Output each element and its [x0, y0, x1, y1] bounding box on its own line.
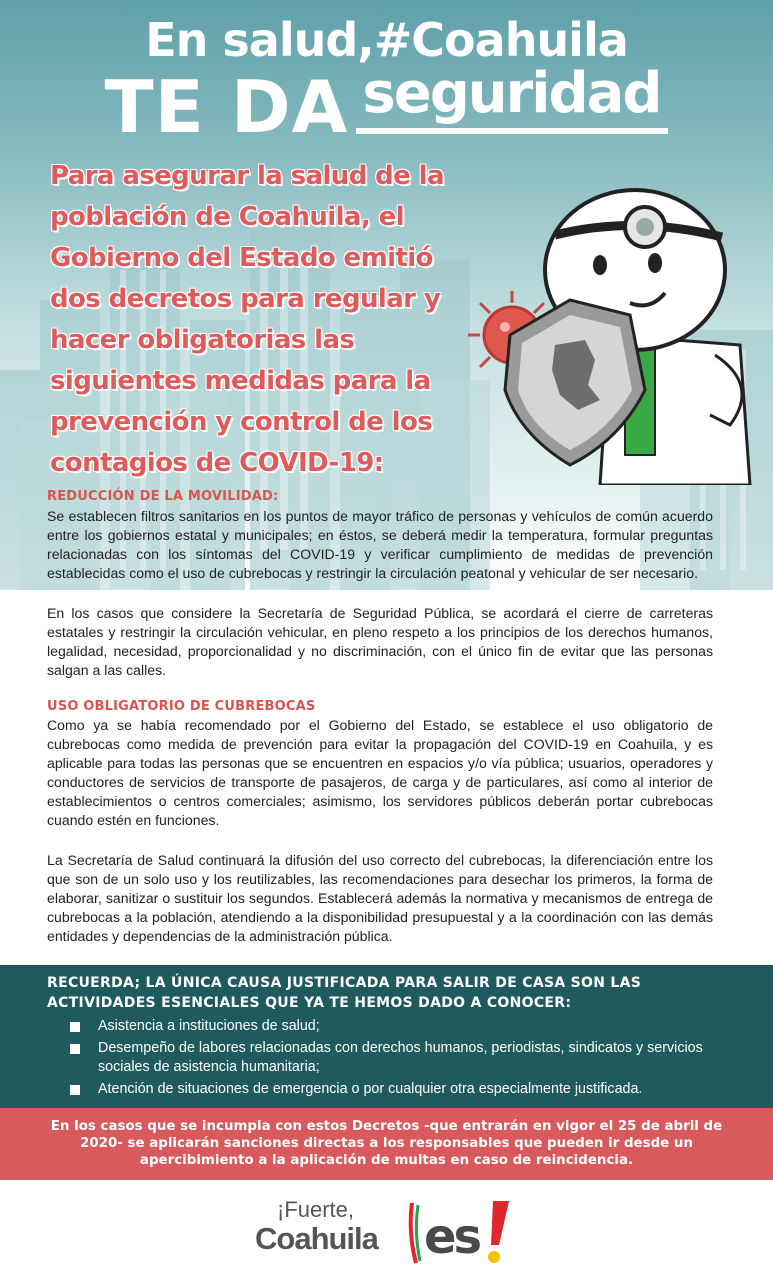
list-item-text: Asistencia a instituciones de salud;	[98, 1018, 320, 1034]
coahuila-logo	[255, 1195, 520, 1270]
headline	[0, 13, 773, 149]
intro-statement: Para asegurar la salud de la población de Coahuila, el Gobierno del Estado emitió dos decretos para regular y hacer obligatorias las siguientes medidas para la prevención y control de los contagios de COVID-19:	[50, 161, 444, 478]
headline-te-da: TE DA	[104, 65, 349, 149]
warning-text: En los casos que se incumpla con estos Decretos -que entrarán en vigor el 25 de abril de 2020- se aplicarán sanciones directas a los responsables que pueden ir desde un apercibimiento a la aplicación de multas en caso de reincidencia.	[50, 1119, 723, 1168]
logo-line-2: Coahuila	[255, 1221, 378, 1256]
svg-text:es: es	[424, 1209, 480, 1265]
square-bullet-icon	[70, 1022, 80, 1032]
warning-band	[0, 1108, 773, 1180]
reminder-title: RECUERDA; LA ÚNICA CAUSA JUSTIFICADA PARA SALIR DE CASA SON LAS ACTIVIDADES ESENCIALES QUE YA TE HEMOS DADO A CONOCER:	[47, 975, 642, 1011]
logo-es-mark	[408, 1195, 518, 1270]
doctor-shield-illustration	[460, 185, 760, 485]
headline-line-1: En salud,#Coahuila	[145, 13, 628, 67]
headline-seguridad: seguridad	[356, 64, 668, 134]
reminder-band	[0, 965, 773, 1108]
paragraph-movilidad-2: En los casos que considere la Secretaría de Seguridad Pública, se acordará el cierre de carreteras estatales y restringir la circulación vehicular, en pleno respeto a los principios de los derechos humanos, legalidad, necesidad, proporcionalidad y no discriminación, con el único fin de evitar que las personas salgan a las calles.	[47, 605, 713, 678]
logo-line-1: ¡Fuerte,	[277, 1197, 355, 1222]
section-title-movilidad: REDUCCIÓN DE LA MOVILIDAD:	[47, 489, 279, 504]
section-title-cubrebocas: USO OBLIGATORIO DE CUBREBOCAS	[47, 699, 316, 714]
list-item	[70, 1039, 710, 1077]
list-item-text: Desempeño de labores relacionadas con derechos humanos, periodistas, sindicatos y servicios sociales de asistencia humanitaria;	[98, 1040, 703, 1075]
paragraph-cubrebocas-2: La Secretaría de Salud continuará la difusión del uso correcto del cubrebocas, la diferenciación entre los que son de un solo uso y los reutilizables, las recomendaciones para desechar los primeros, la forma de elaborar, sanitizar o sustituir los segundos. Establecerá además la normativa y mecanismos de entrega de cubrebocas a la población, atendiendo a la disponibilidad presupuestal y a la coordinación con las demás entidades y dependencias de la administración pública.	[47, 852, 713, 944]
square-bullet-icon	[70, 1044, 80, 1054]
headline-line-2	[0, 61, 773, 149]
list-item	[70, 1080, 710, 1099]
square-bullet-icon	[70, 1085, 80, 1095]
essential-activities-list	[70, 1017, 710, 1102]
list-item	[70, 1017, 710, 1036]
paragraph-cubrebocas-1: Como ya se había recomendado por el Gobierno del Estado, se establece el uso obligatorio de cubrebocas como medida de prevención para evitar la propagación del COVID-19 en Coahuila, y es aplicable para todas las personas que se encuentren en espacios y/o vía pública; usuarios, operadores y conductores de servicios de transporte de pasajeros, de carga y de particulares, así como al interior de establecimientos o centros comerciales; asimismo, los servidores públicos deberán portar cubrebocas cuando estén en funciones.	[47, 717, 713, 828]
paragraph-movilidad-1: Se establecen filtros sanitarios en los puntos de mayor tráfico de personas y vehículos de común acuerdo entre los gobiernos estatal y municipales; en éstos, se deberá medir la temperatura, formular preguntas relacionadas con los síntomas del COVID-19 y verificar cumplimiento de medidas de prevención establecidas como el uso de cubrebocas y restringir la circulación peatonal y vehicular de ser necesario.	[47, 508, 713, 581]
list-item-text: Atención de situaciones de emergencia o por cualquier otra especialmente justificada.	[98, 1081, 643, 1097]
